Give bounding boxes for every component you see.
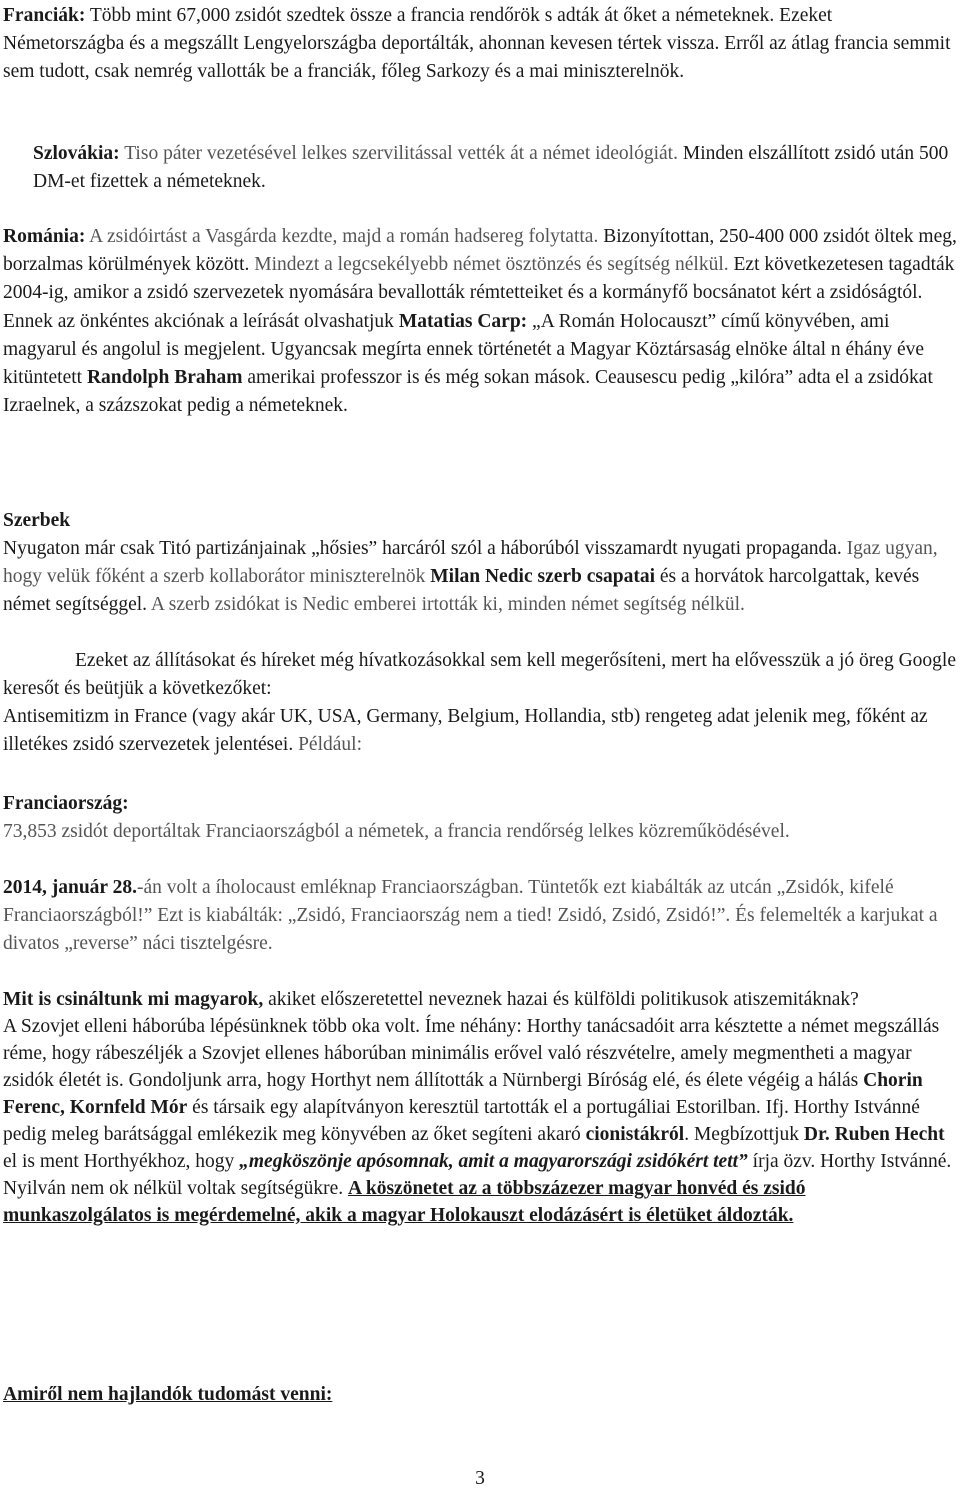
bold-name: Chorin Ferenc, Kornfeld Mór [3,1070,923,1118]
paragraph-text: Ezeket az állításokat és híreket még hívatkozásokkal sem kell megerősíteni, mert ha elővesszük a jó öreg Google keresőt és beütjük a következőket: [3,650,956,700]
section-heading-franciaorszag: Franciaország: [3,793,129,814]
paragraph-text: Bizonyítottan, 250-400 000 zsidót öltek meg, borzalmas körülmények között. [3,226,957,276]
bold-name: cionistákról [585,1124,685,1145]
paragraph-holocaust-day [3,874,957,959]
paragraph-text: Minden elszállított zsidó után 500 DM-et fizettek a németeknek. [33,143,949,193]
paragraph-antisemitism [3,703,957,759]
section-heading-amirol: Amiről nem hajlandók tudomást venni: [3,1384,333,1405]
quote: „megköszönje apósomnak, amit a magyarországi zsidókért tett” [239,1151,748,1172]
section-heading-magyarok: Mit is csináltunk mi magyarok, [3,989,264,1010]
author-name: Randolph Braham [86,367,243,389]
paragraph-text: 73,853 zsidót deportáltak Franciaországból a németek, a francia rendőrség lelkes közreműködésével. [3,821,790,842]
section-label-szlovakia: Szlovákia: [33,143,120,164]
section-heading-szerbek: Szerbek [3,510,71,531]
paragraph-text: A szerb zsidókat is Nedic emberei irtották ki, minden német segítség nélkül. [147,594,745,616]
paragraph-magyarok [3,986,957,1229]
section-label-franciak: Franciák: [3,5,86,26]
bold-name: Milan Nedic szerb csapatai [430,566,656,588]
section-label-romania: Románia: [3,226,86,247]
paragraph-text: „A Román Holocauszt” című könyvében, ami magyarul és angolul is megjelent. Ugyancsak megírta ennek történetét a Magyar Köztársaság elnöke által n éhány éve kitüntetett [3,310,925,389]
paragraph-text: Mindezt a legcsekélyebb német ösztönzés és segítség nélkül. [249,254,729,276]
bold-name: Dr. Ruben Hecht [803,1124,945,1145]
paragraph-text: Több mint 67,000 zsidót szedtek össze a francia rendőrök s adták át őket a németeknek. Ezeket Németországba és a megszállt Lengyelországba deportálták, ahonnan kevesen tértek vissza. Erről az átlag francia semmit sem tudott, csak nemrég vallották be a franciák, főleg Sarkozy és a mai miniszterelnök. [3,5,951,83]
paragraph-text: Antisemitizm in France (vagy akár UK, USA, Germany, Belgium, Hollandia, stb) rengeteg adat jelenik meg, főként az illetékes zsidó szervezetek jelentései. [3,706,928,756]
paragraph-text: Például: [293,734,362,756]
paragraph-szlovakia [33,140,957,196]
paragraph-text: írja özv. Horthy Istvánné. Nyilván nem ok nélkül voltak segítségükre. [3,1151,952,1199]
paragraph-text: Ezt következetesen tagadták 2004-ig, amikor a zsidó szervezetek nyomására bevallották rémtetteiket és a kormányfő bocsánatot kért a zsidóságtól. Ennek az önkéntes akciónak a leírását olvashatjuk [3,254,955,332]
paragraph-text: akiket előszeretettel neveznek hazai és külföldi politikusok atiszemitáknak? [263,989,859,1010]
paragraph-text: . Megbízottjuk [684,1124,804,1145]
emphasis-underlined: A köszönetet az a többszázezer magyar honvéd és zsidó munkaszolgálatos is megérdemelné, akik a magyar Holokauszt elodázásért is életüket áldozták. [3,1178,806,1226]
page-number: 3 [475,1468,485,1489]
paragraph-franciak [3,2,957,87]
author-name: Matatias Carp: [398,310,528,332]
paragraph-text: A zsidóirtást a Vasgárda kezdte, majd a román hadsereg folytatta. [85,226,599,247]
paragraph-google [3,647,957,703]
paragraph-text: A Szovjet elleni háborúba lépésünknek több oka volt. Íme néhány: Horthy tanácsadóit arra késztette a német megszállás réme, hogy rábeszéljék a Szovjet ellenes háborúban minimális erővel való részvételre, amely megmentheti a magyar zsidók életét is. Gondoljunk arra, hogy Horthyt nem állították a Nürnbergi Bíróság elé, és élete végéig a hálás [3,1016,940,1091]
paragraph-romania [3,223,957,420]
paragraph-text: -án volt a íholocaust emléknap Franciaországban. Tüntetők ezt kiabálták az utcán „Zsidók, kifelé Franciaországból!” Ezt is kiabálták: „Zsidó, Franciaország nem a tied! Zsidó, Zsidó, Zsidó!”. És felemelték a karjukat a divatos „reverse” náci tisztelgésre. [3,877,938,955]
paragraph-text: el is ment Horthyékhoz, hogy [3,1151,240,1172]
paragraph-text: Nyugaton már csak Titó partizánjainak „hősies” harcáról szól a háborúból visszamardt nyugati propaganda. [3,538,842,559]
paragraph-text: és a horvátok harcolgattak, kevés német segítséggel. [3,566,920,616]
paragraph-text: Tiso páter vezetésével lelkes szervilitással vették át a német ideológiát. [119,143,678,164]
paragraph-text: Igaz ugyan, hogy velük főként a szerb kollaborátor miniszterelnök [3,538,938,588]
paragraph-text: és társaik egy alapítványon keresztül tartották el a portugáliai Estorilban. Ifj. Horthy Istvánné pedig meleg barátsággal emlékezik meg könyvében az őket segíteni akaró [3,1097,920,1145]
date-label: 2014, január 28. [3,877,137,898]
paragraph-franciaorszag [3,818,957,846]
paragraph-szerbek [3,535,957,620]
paragraph-text: amerikai professzor is és még sokan mások. Ceausescu pedig „kilóra” adta el a zsidókat Izraelnek, a százszokat pedig a németeknek. [3,367,933,417]
